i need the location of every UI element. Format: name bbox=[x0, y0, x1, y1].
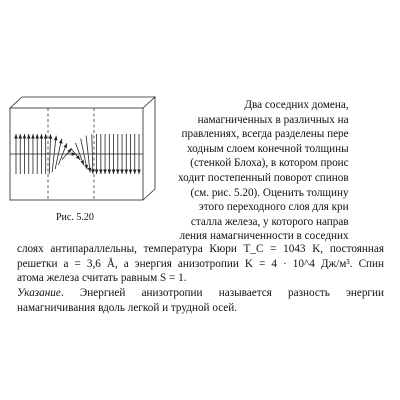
box-side bbox=[143, 97, 155, 200]
spin-arrow bbox=[92, 134, 93, 174]
hint bbox=[17, 286, 384, 315]
spin-arrowhead bbox=[124, 170, 128, 175]
text-line: правлениях, всегда разделены пере bbox=[181, 128, 349, 141]
spin-arrowhead bbox=[27, 134, 31, 139]
hint-label: Указание bbox=[17, 287, 61, 299]
text-line: сталла железа, у которого направ bbox=[190, 215, 349, 228]
hint-text: . Энергией анизотропии называется разность энергии bbox=[60, 287, 384, 299]
text-line: решетки a = 3,6 Å, а энергия анизотропии K = 4 · 10^4 Дж/м³. Спин bbox=[17, 257, 384, 270]
text-line: этого переходного слоя для кри bbox=[198, 201, 349, 214]
problem-text-full bbox=[17, 242, 384, 286]
spin-arrowhead bbox=[116, 170, 120, 175]
spin-arrowhead bbox=[112, 170, 116, 175]
spin-arrowhead bbox=[91, 169, 95, 174]
spin-arrowhead bbox=[129, 170, 133, 175]
spin-arrowhead bbox=[103, 170, 107, 175]
spin-arrowhead bbox=[133, 170, 137, 175]
box-top bbox=[10, 97, 155, 108]
spin-arrowhead bbox=[23, 134, 27, 139]
spin-arrowhead bbox=[95, 170, 99, 175]
figure-bloch-wall bbox=[6, 94, 164, 226]
spin-arrowhead bbox=[108, 170, 112, 175]
text-line: ления намагниченности в соседних bbox=[179, 230, 349, 243]
figure-caption: Рис. 5.20 bbox=[56, 212, 94, 223]
problem-text-wrapped bbox=[178, 98, 349, 244]
spin-arrowhead bbox=[84, 165, 88, 170]
text-line: (стенкой Блоха), в котором проис bbox=[190, 157, 349, 170]
spin-arrowhead bbox=[31, 134, 35, 139]
spin-arrowhead bbox=[14, 134, 18, 139]
spin-arrowhead bbox=[18, 134, 22, 139]
hint-line: намагничивания вдоль легкой и трудной осей. bbox=[17, 301, 238, 314]
spin-arrowhead bbox=[35, 134, 39, 139]
text-line: слоях антипараллельны, температура Кюри T_C = 1043 K, постоянная bbox=[17, 243, 384, 255]
spin-arrowhead bbox=[99, 170, 103, 175]
spin-arrowhead bbox=[49, 134, 53, 139]
spin-arrowhead bbox=[40, 134, 44, 139]
spin-arrowhead bbox=[59, 139, 63, 144]
text-line: Два соседних домена, bbox=[244, 99, 349, 111]
spin-arrowhead bbox=[81, 160, 84, 165]
spin-arrowhead bbox=[44, 134, 48, 139]
spin-arrowhead bbox=[120, 170, 124, 175]
spin-arrowhead bbox=[64, 143, 67, 148]
hint-line bbox=[17, 286, 384, 301]
spin-arrowhead bbox=[54, 136, 58, 141]
spin-arrowhead bbox=[137, 170, 141, 175]
text-line: (см. рис. 5.20). Оценить толщину bbox=[190, 186, 349, 199]
text-line: ходит постепенный поворот спинов bbox=[178, 171, 349, 184]
text-line: намагниченных в различных на bbox=[197, 113, 349, 126]
text-line: ходным слоем конечной толщины bbox=[186, 142, 349, 155]
text-line: атома железа считать равным S = 1. bbox=[17, 272, 187, 285]
